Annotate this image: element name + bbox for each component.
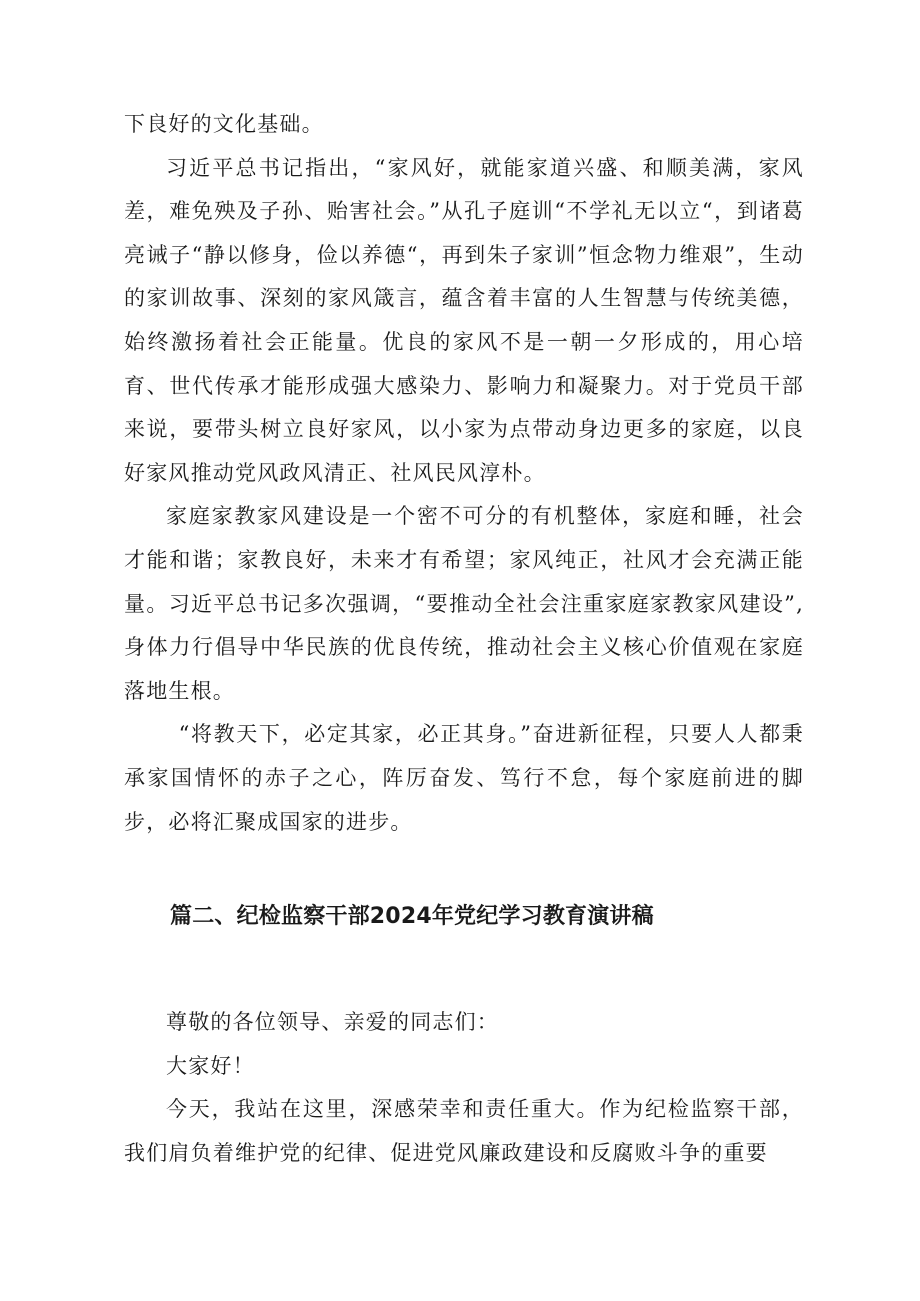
opening-paragraph: 今天，我站在这里，深感荣幸和责任重大。作为纪检监察干部，我们肩负着维护党的纪律、促进党风廉政建设和反腐败斗争的重要 — [124, 1097, 804, 1165]
paragraph-continuation: 下良好的文化基础。 — [124, 112, 324, 136]
paragraph-conclusion: “将教天下，必定其家，必正其身。”奋进新征程，只要人人都秉承家国情怀的赤子之心，阵厉奋发、笃行不怠，每个家庭前进的脚步，必将汇聚成国家的进步。 — [124, 722, 804, 834]
section2-body — [124, 1001, 804, 1175]
greeting: 大家好！ — [166, 1053, 255, 1078]
section2-title: 篇二、纪检监察干部2024年党纪学习教育演讲稿 — [170, 904, 654, 929]
paragraph-family-style-quote: 习近平总书记指出，“家风好，就能家道兴盛、和顺美满，家风差，难免殃及子孙、贻害社会。”从孔子庭训“不学礼无以立“，到诸葛亮诫子“静以修身，俭以养德“，再到朱子家训”恒念物力维艰”，生动的家训故事、深刻的家风箴言，蕴含着丰富的人生智慧与传统美德，始终激扬着社会正能量。优良的家风不是一朝一夕形成的，用心培育、世代传承才能形成强大感染力、影响力和凝聚力。对于党员干部来说，要带头树立良好家风，以小家为点带动身边更多的家庭，以良好家风推动党风政风清正、社风民风淳朴。 — [124, 155, 804, 485]
salutation: 尊敬的各位领导、亲爱的同志们： — [166, 1010, 499, 1034]
section1-body — [124, 103, 804, 844]
paragraph-family-education: 家庭家教家风建设是一个密不可分的有机整体，家庭和睡，社会才能和谐；家教良好，未来才有希望；家风纯正，社风才会充满正能量。习近平总书记多次强调，“要推动全社会注重家庭家教家风建设”,身体力行倡导中华民族的优良传统，推动社会主义核心价值观在家庭落地生根。 — [124, 504, 804, 703]
